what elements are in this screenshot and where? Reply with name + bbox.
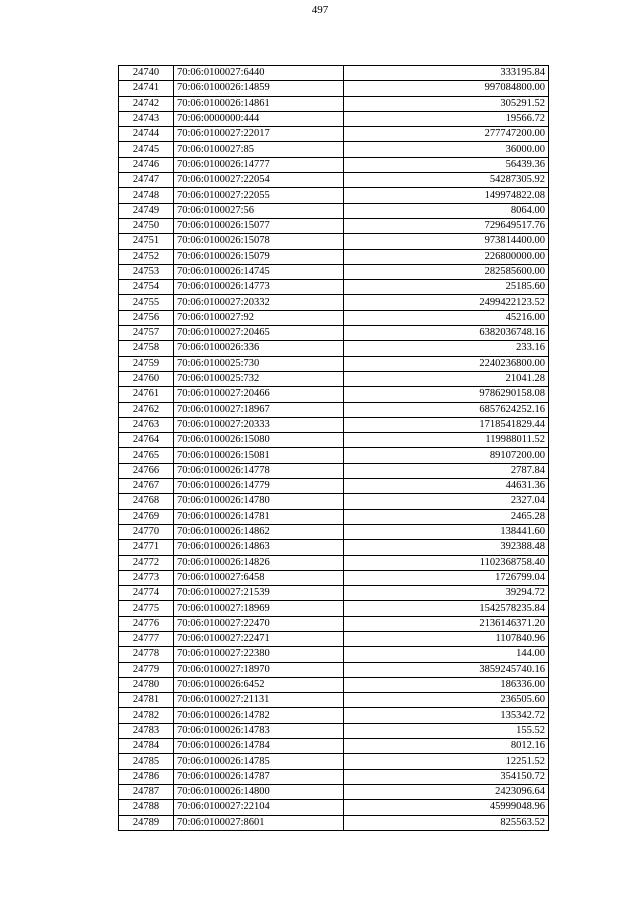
cadastral-number-cell: 70:06:0100026:14745 xyxy=(174,264,344,279)
row-number-cell: 24750 xyxy=(119,218,174,233)
cadastral-number-cell: 70:06:0100027:22380 xyxy=(174,647,344,662)
cadastral-number-cell: 70:06:0100027:22471 xyxy=(174,631,344,646)
table-row xyxy=(119,234,549,249)
table-row xyxy=(119,616,549,631)
cadastral-number-cell: 70:06:0100027:6458 xyxy=(174,570,344,585)
table-row xyxy=(119,127,549,142)
cadastral-value-cell: 277747200.00 xyxy=(344,127,549,142)
cadastral-number-cell: 70:06:0100027:22104 xyxy=(174,800,344,815)
cadastral-value-cell: 2499422123.52 xyxy=(344,295,549,310)
row-number-cell: 24744 xyxy=(119,127,174,142)
row-number-cell: 24755 xyxy=(119,295,174,310)
table-row xyxy=(119,111,549,126)
cadastral-value-cell: 333195.84 xyxy=(344,66,549,81)
cadastral-value-cell: 392388.48 xyxy=(344,540,549,555)
cadastral-value-cell: 1107840.96 xyxy=(344,631,549,646)
cadastral-number-cell: 70:06:0100027:20465 xyxy=(174,326,344,341)
cadastral-value-cell: 36000.00 xyxy=(344,142,549,157)
table-row xyxy=(119,769,549,784)
table-row xyxy=(119,647,549,662)
cadastral-number-cell: 70:06:0100026:14781 xyxy=(174,509,344,524)
cadastral-number-cell: 70:06:0100027:22470 xyxy=(174,616,344,631)
cadastral-number-cell: 70:06:0100027:22055 xyxy=(174,188,344,203)
cadastral-number-cell: 70:06:0100026:15078 xyxy=(174,234,344,249)
row-number-cell: 24786 xyxy=(119,769,174,784)
table-row xyxy=(119,356,549,371)
table-row xyxy=(119,815,549,830)
cadastral-number-cell: 70:06:0100027:20466 xyxy=(174,387,344,402)
cadastral-number-cell: 70:06:0100026:14861 xyxy=(174,96,344,111)
table-row xyxy=(119,157,549,172)
table-row xyxy=(119,677,549,692)
cadastral-value-cell: 8012.16 xyxy=(344,739,549,754)
table-row xyxy=(119,631,549,646)
cadastral-number-cell: 70:06:0100027:56 xyxy=(174,203,344,218)
row-number-cell: 24767 xyxy=(119,479,174,494)
page-number: 497 xyxy=(311,4,329,16)
row-number-cell: 24782 xyxy=(119,708,174,723)
row-number-cell: 24745 xyxy=(119,142,174,157)
row-number-cell: 24743 xyxy=(119,111,174,126)
cadastral-value-cell: 186336.00 xyxy=(344,677,549,692)
cadastral-number-cell: 70:06:0100027:92 xyxy=(174,310,344,325)
table-row xyxy=(119,371,549,386)
cadastral-number-cell: 70:06:0100026:14773 xyxy=(174,280,344,295)
cadastral-value-cell: 155.52 xyxy=(344,723,549,738)
cadastral-number-cell: 70:06:0100027:18970 xyxy=(174,662,344,677)
cadastral-value-cell: 144.00 xyxy=(344,647,549,662)
table-row xyxy=(119,264,549,279)
row-number-cell: 24781 xyxy=(119,693,174,708)
cadastral-number-cell: 70:06:0100026:14862 xyxy=(174,524,344,539)
cadastral-value-cell: 282585600.00 xyxy=(344,264,549,279)
cadastral-value-cell: 354150.72 xyxy=(344,769,549,784)
table-row xyxy=(119,249,549,264)
row-number-cell: 24776 xyxy=(119,616,174,631)
cadastral-value-cell: 1542578235.84 xyxy=(344,601,549,616)
cadastral-value-cell: 149974822.08 xyxy=(344,188,549,203)
cadastral-number-cell: 70:06:0100027:20332 xyxy=(174,295,344,310)
row-number-cell: 24756 xyxy=(119,310,174,325)
table-row xyxy=(119,479,549,494)
cadastral-value-cell: 19566.72 xyxy=(344,111,549,126)
row-number-cell: 24780 xyxy=(119,677,174,692)
table-row xyxy=(119,280,549,295)
cadastral-number-cell: 70:06:0100026:15079 xyxy=(174,249,344,264)
row-number-cell: 24764 xyxy=(119,433,174,448)
cadastral-value-cell: 12251.52 xyxy=(344,754,549,769)
table-row xyxy=(119,662,549,677)
table-body xyxy=(119,66,549,831)
cadastral-number-cell: 70:06:0100027:21539 xyxy=(174,586,344,601)
cadastral-number-cell: 70:06:0100026:15080 xyxy=(174,433,344,448)
cadastral-value-cell: 45999048.96 xyxy=(344,800,549,815)
cadastral-number-cell: 70:06:0100026:14778 xyxy=(174,463,344,478)
cadastral-number-cell: 70:06:0100027:18967 xyxy=(174,402,344,417)
table-row xyxy=(119,524,549,539)
cadastral-number-cell: 70:06:0100026:14800 xyxy=(174,784,344,799)
table-row xyxy=(119,494,549,509)
table-row xyxy=(119,142,549,157)
table-row xyxy=(119,784,549,799)
row-number-cell: 24778 xyxy=(119,647,174,662)
table-row xyxy=(119,586,549,601)
row-number-cell: 24741 xyxy=(119,81,174,96)
table-row xyxy=(119,433,549,448)
cadastral-value-cell: 729649517.76 xyxy=(344,218,549,233)
cadastral-number-cell: 70:06:0000000:444 xyxy=(174,111,344,126)
cadastral-number-cell: 70:06:0100025:732 xyxy=(174,371,344,386)
row-number-cell: 24747 xyxy=(119,173,174,188)
cadastral-value-cell: 25185.60 xyxy=(344,280,549,295)
row-number-cell: 24765 xyxy=(119,448,174,463)
row-number-cell: 24774 xyxy=(119,586,174,601)
row-number-cell: 24772 xyxy=(119,555,174,570)
cadastral-number-cell: 70:06:0100026:15081 xyxy=(174,448,344,463)
cadastral-value-cell: 6857624252.16 xyxy=(344,402,549,417)
table-row xyxy=(119,341,549,356)
cadastral-number-cell: 70:06:0100027:21131 xyxy=(174,693,344,708)
row-number-cell: 24777 xyxy=(119,631,174,646)
table-row xyxy=(119,387,549,402)
row-number-cell: 24768 xyxy=(119,494,174,509)
table-row xyxy=(119,540,549,555)
row-number-cell: 24761 xyxy=(119,387,174,402)
cadastral-value-cell: 1102368758.40 xyxy=(344,555,549,570)
table-row xyxy=(119,326,549,341)
cadastral-value-cell: 138441.60 xyxy=(344,524,549,539)
row-number-cell: 24789 xyxy=(119,815,174,830)
cadastral-value-cell: 997084800.00 xyxy=(344,81,549,96)
row-number-cell: 24752 xyxy=(119,249,174,264)
table-row xyxy=(119,96,549,111)
cadastral-number-cell: 70:06:0100026:14826 xyxy=(174,555,344,570)
cadastral-number-cell: 70:06:0100026:14859 xyxy=(174,81,344,96)
row-number-cell: 24751 xyxy=(119,234,174,249)
cadastral-value-cell: 8064.00 xyxy=(344,203,549,218)
table-row xyxy=(119,66,549,81)
row-number-cell: 24787 xyxy=(119,784,174,799)
cadastral-value-cell: 9786290158.08 xyxy=(344,387,549,402)
cadastral-number-cell: 70:06:0100026:15077 xyxy=(174,218,344,233)
table-row xyxy=(119,723,549,738)
cadastral-value-cell: 2327.04 xyxy=(344,494,549,509)
row-number-cell: 24779 xyxy=(119,662,174,677)
cadastral-number-cell: 70:06:0100026:14784 xyxy=(174,739,344,754)
cadastral-number-cell: 70:06:0100025:730 xyxy=(174,356,344,371)
row-number-cell: 24788 xyxy=(119,800,174,815)
table-row xyxy=(119,203,549,218)
row-number-cell: 24763 xyxy=(119,417,174,432)
table-row xyxy=(119,402,549,417)
cadastral-value-cell: 973814400.00 xyxy=(344,234,549,249)
table-row xyxy=(119,693,549,708)
cadastral-value-cell: 226800000.00 xyxy=(344,249,549,264)
cadastral-number-cell: 70:06:0100026:14785 xyxy=(174,754,344,769)
row-number-cell: 24749 xyxy=(119,203,174,218)
table-row xyxy=(119,739,549,754)
table-row xyxy=(119,509,549,524)
cadastral-number-cell: 70:06:0100026:14779 xyxy=(174,479,344,494)
table-row xyxy=(119,708,549,723)
table-row xyxy=(119,417,549,432)
cadastral-number-cell: 70:06:0100027:6440 xyxy=(174,66,344,81)
table-row xyxy=(119,463,549,478)
cadastral-value-cell: 89107200.00 xyxy=(344,448,549,463)
cadastral-number-cell: 70:06:0100027:18969 xyxy=(174,601,344,616)
cadastral-value-cell: 233.16 xyxy=(344,341,549,356)
cadastral-number-cell: 70:06:0100026:14777 xyxy=(174,157,344,172)
cadastral-number-cell: 70:06:0100026:14783 xyxy=(174,723,344,738)
cadastral-number-cell: 70:06:0100027:85 xyxy=(174,142,344,157)
cadastral-number-cell: 70:06:0100026:336 xyxy=(174,341,344,356)
cadastral-value-cell: 135342.72 xyxy=(344,708,549,723)
row-number-cell: 24769 xyxy=(119,509,174,524)
cadastral-value-cell: 1718541829.44 xyxy=(344,417,549,432)
cadastral-value-cell: 56439.36 xyxy=(344,157,549,172)
cadastral-number-cell: 70:06:0100026:14782 xyxy=(174,708,344,723)
cadastral-number-cell: 70:06:0100027:22054 xyxy=(174,173,344,188)
row-number-cell: 24785 xyxy=(119,754,174,769)
cadastral-number-cell: 70:06:0100026:14863 xyxy=(174,540,344,555)
cadastral-value-cell: 3859245740.16 xyxy=(344,662,549,677)
cadastral-value-cell: 2136146371.20 xyxy=(344,616,549,631)
table-row xyxy=(119,295,549,310)
cadastral-number-cell: 70:06:0100026:14787 xyxy=(174,769,344,784)
cadastral-number-cell: 70:06:0100026:14780 xyxy=(174,494,344,509)
row-number-cell: 24773 xyxy=(119,570,174,585)
cadastral-value-cell: 119988011.52 xyxy=(344,433,549,448)
cadastral-value-cell: 6382036748.16 xyxy=(344,326,549,341)
row-number-cell: 24783 xyxy=(119,723,174,738)
row-number-cell: 24754 xyxy=(119,280,174,295)
row-number-cell: 24748 xyxy=(119,188,174,203)
row-number-cell: 24784 xyxy=(119,739,174,754)
table-row xyxy=(119,310,549,325)
table-row xyxy=(119,601,549,616)
table-row xyxy=(119,800,549,815)
row-number-cell: 24758 xyxy=(119,341,174,356)
table-row xyxy=(119,81,549,96)
cadastral-value-cell: 825563.52 xyxy=(344,815,549,830)
table-row xyxy=(119,555,549,570)
row-number-cell: 24746 xyxy=(119,157,174,172)
row-number-cell: 24770 xyxy=(119,524,174,539)
cadastral-number-cell: 70:06:0100026:6452 xyxy=(174,677,344,692)
row-number-cell: 24771 xyxy=(119,540,174,555)
cadastral-value-table xyxy=(118,65,549,831)
table-row xyxy=(119,570,549,585)
row-number-cell: 24759 xyxy=(119,356,174,371)
row-number-cell: 24766 xyxy=(119,463,174,478)
cadastral-value-cell: 44631.36 xyxy=(344,479,549,494)
table-row xyxy=(119,218,549,233)
cadastral-value-cell: 54287305.92 xyxy=(344,173,549,188)
cadastral-value-cell: 39294.72 xyxy=(344,586,549,601)
cadastral-value-cell: 2465.28 xyxy=(344,509,549,524)
cadastral-value-cell: 236505.60 xyxy=(344,693,549,708)
table-row xyxy=(119,754,549,769)
row-number-cell: 24775 xyxy=(119,601,174,616)
row-number-cell: 24762 xyxy=(119,402,174,417)
cadastral-value-cell: 2240236800.00 xyxy=(344,356,549,371)
row-number-cell: 24740 xyxy=(119,66,174,81)
table-row xyxy=(119,188,549,203)
cadastral-number-cell: 70:06:0100027:8601 xyxy=(174,815,344,830)
table-row xyxy=(119,173,549,188)
table-row xyxy=(119,448,549,463)
cadastral-value-cell: 2423096.64 xyxy=(344,784,549,799)
cadastral-value-cell: 305291.52 xyxy=(344,96,549,111)
cadastral-number-cell: 70:06:0100027:22017 xyxy=(174,127,344,142)
cadastral-value-cell: 2787.84 xyxy=(344,463,549,478)
row-number-cell: 24753 xyxy=(119,264,174,279)
cadastral-value-cell: 45216.00 xyxy=(344,310,549,325)
cadastral-number-cell: 70:06:0100027:20333 xyxy=(174,417,344,432)
row-number-cell: 24757 xyxy=(119,326,174,341)
cadastral-value-cell: 1726799.04 xyxy=(344,570,549,585)
cadastral-value-cell: 21041.28 xyxy=(344,371,549,386)
row-number-cell: 24760 xyxy=(119,371,174,386)
row-number-cell: 24742 xyxy=(119,96,174,111)
